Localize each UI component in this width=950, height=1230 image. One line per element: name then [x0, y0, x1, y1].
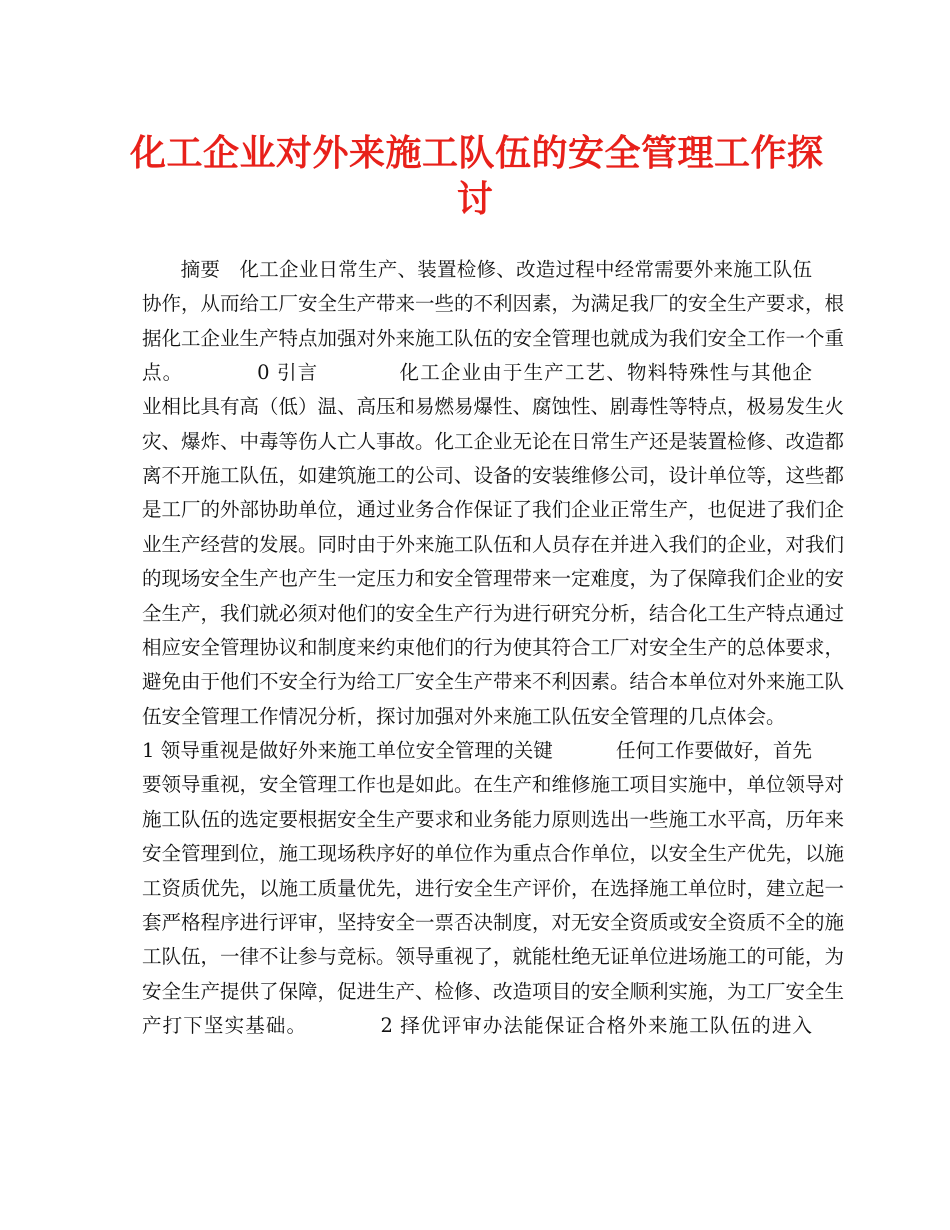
body-line: 点。 0 引言 化工企业由于生产工艺、物料特殊性与其他企	[142, 361, 812, 384]
body-line: 离不开施工队伍，如建筑施工的公司、设备的安装维修公司，设计单位等，这些都	[142, 464, 845, 487]
body-line: 业生产经营的发展。同时由于外来施工队伍和人员存在并进入我们的企业，对我们	[142, 533, 845, 556]
body-line: 套严格程序进行评审，坚持安全一票否决制度，对无安全资质或安全资质不全的施	[142, 911, 845, 934]
body-line: 产打下坚实基础。 2 择优评审办法能保证合格外来施工队伍的进入	[142, 1014, 812, 1037]
body-line: 要领导重视，安全管理工作也是如此。在生产和维修施工项目实施中，单位领导对	[142, 773, 845, 796]
document-title-line-2: 讨	[456, 178, 494, 220]
body-line: 相应安全管理协议和制度来约束他们的行为使其符合工厂对安全生产的总体要求，	[142, 636, 845, 659]
body-line: 1 领导重视是做好外来施工单位安全管理的关键 任何工作要做好，首先	[142, 739, 812, 762]
body-line: 施工队伍的选定要根据安全生产要求和业务能力原则选出一些施工水平高，历年来	[142, 808, 845, 831]
body-line: 的现场安全生产也产生一定压力和安全管理带来一定难度，为了保障我们企业的安	[142, 567, 845, 590]
body-line: 是工厂的外部协助单位，通过业务合作保证了我们企业正常生产，也促进了我们企	[142, 498, 845, 521]
body-line: 工队伍，一律不让参与竞标。领导重视了，就能杜绝无证单位进场施工的可能，为	[142, 945, 845, 968]
body-line: 协作，从而给工厂安全生产带来一些的不利因素，为满足我厂的安全生产要求，根	[142, 292, 845, 315]
body-line: 工资质优先，以施工质量优先，进行安全生产评价，在选择施工单位时，建立起一	[142, 877, 845, 900]
body-line: 业相比具有高（低）温、高压和易燃易爆性、腐蚀性、剧毒性等特点，极易发生火	[142, 395, 845, 418]
body-line: 摘要 化工企业日常生产、装置检修、改造过程中经常需要外来施工队伍	[142, 258, 812, 281]
body-line: 全生产，我们就必须对他们的安全生产行为进行研究分析，结合化工生产特点通过	[142, 602, 845, 625]
body-line: 避免由于他们不安全行为给工厂安全生产带来不利因素。结合本单位对外来施工队	[142, 670, 845, 693]
body-line: 伍安全管理工作情况分析，探讨加强对外来施工队伍安全管理的几点体会。	[142, 705, 786, 728]
body-line: 安全管理到位，施工现场秩序好的单位作为重点合作单位，以安全生产优先，以施	[142, 842, 845, 865]
body-line: 灾、爆炸、中毒等伤人亡人事故。化工企业无论在日常生产还是装置检修、改造都	[142, 430, 845, 453]
document-title-line-1: 化工企业对外来施工队伍的安全管理工作探	[130, 132, 824, 174]
body-line: 据化工企业生产特点加强对外来施工队伍的安全管理也就成为我们安全工作一个重	[142, 327, 845, 350]
body-line: 安全生产提供了保障，促进生产、检修、改造项目的安全顺利实施，为工厂安全生	[142, 980, 845, 1003]
